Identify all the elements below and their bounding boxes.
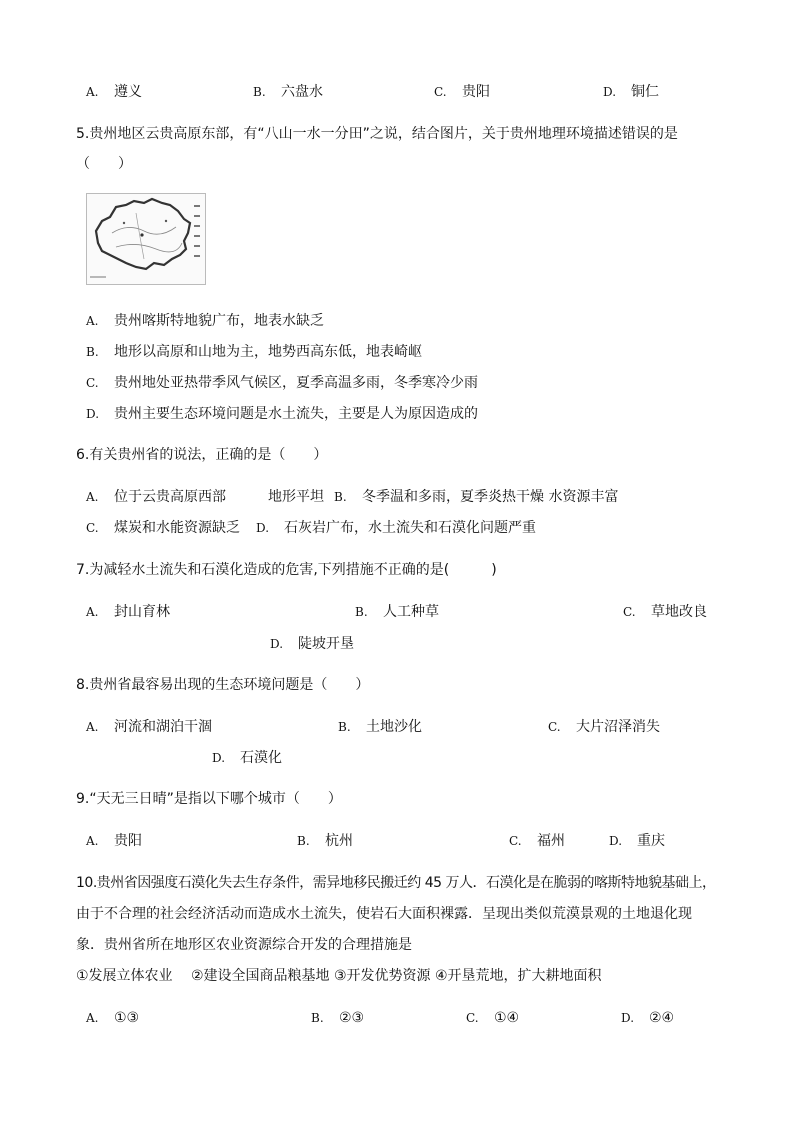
q9-option-b (297, 831, 353, 851)
option-letter: A. (86, 834, 99, 848)
option-letter: C. (623, 605, 636, 619)
option-text: ②③ (339, 1010, 365, 1026)
q5-answer-paren: （ ） (76, 156, 132, 172)
option-text: 贵阳 (114, 833, 142, 849)
option-text: 杭州 (325, 833, 353, 849)
option-letter: C. (466, 1011, 479, 1025)
q10-stem-line-2: 由于不合理的社会经济活动而造成水土流失，使岩石大面积裸露．呈现出类似荒漠景观的土地退化现 (76, 906, 692, 922)
option-letter: D. (621, 1011, 635, 1025)
option-text: 贵州主要生态环境问题是水土流失，主要是人为原因造成的 (114, 406, 478, 422)
q10-option-d (621, 1008, 674, 1028)
option-text: 重庆 (637, 833, 665, 849)
option-letter: B. (311, 1011, 324, 1025)
q10-option-a (86, 1008, 139, 1028)
q5-option-a (86, 311, 324, 331)
option-text: 石灰岩广布，水土流失和石漠化问题严重 (284, 520, 536, 536)
option-letter: B. (253, 85, 266, 99)
option-text: 大片沼泽消失 (576, 719, 660, 735)
option-letter: A. (86, 314, 99, 328)
q6-option-c (86, 518, 240, 538)
option-letter: D. (86, 407, 100, 421)
option-letter: D. (256, 521, 270, 535)
option-letter: B. (86, 345, 99, 359)
option-letter: D. (609, 834, 623, 848)
q4-option-c (434, 82, 490, 102)
q6-option-a (86, 487, 324, 507)
q7-option-c (623, 602, 707, 622)
option-letter: A. (86, 605, 99, 619)
option-text: 陡坡开垦 (298, 636, 354, 652)
option-text: 煤炭和水能资源缺乏 (114, 520, 240, 536)
option-letter: B. (334, 490, 347, 504)
option-text: 贵州喀斯特地貌广布，地表水缺乏 (114, 313, 324, 329)
option-letter: D. (212, 751, 226, 765)
option-text: 草地改良 (651, 604, 707, 620)
q7-option-d (270, 634, 354, 654)
q9-stem: 9.“天无三日晴”是指以下哪个城市（ ） (76, 791, 342, 807)
q5-stem: 5.贵州地区云贵高原东部，有“八山一水一分田”之说，结合图片，关于贵州地理环境描述错误的是 (76, 126, 678, 142)
q10-stem-line-1: 10.贵州省因强度石漠化失去生存条件，需异地移民搬迁约 45 万人．石漠化是在脆弱的喀斯特地貌基础上， (76, 875, 716, 891)
option-text: 冬季温和多雨，夏季炎热干燥 水资源丰富 (362, 489, 619, 505)
q10-option-c (466, 1008, 519, 1028)
option-text: 人工种草 (383, 604, 439, 620)
q4-option-a (86, 82, 142, 102)
option-text: 土地沙化 (366, 719, 422, 735)
q9-option-a (86, 831, 142, 851)
q8-option-b (338, 717, 422, 737)
option-text: 封山育林 (114, 604, 170, 620)
option-letter: A. (86, 85, 99, 99)
q6-option-b (334, 487, 618, 507)
q4-option-b (253, 82, 323, 102)
option-letter: A. (86, 490, 99, 504)
q10-option-b (311, 1008, 364, 1028)
q5-option-b (86, 342, 422, 362)
option-text: ②④ (649, 1010, 675, 1026)
q10-choices: ①发展立体农业 ②建设全国商品粮基地 ③开发优势资源 ④开垦荒地，扩大耕地面积 (76, 968, 602, 984)
q10-stem-line-3: 象．贵州省所在地形区农业资源综合开发的合理措施是 (76, 937, 412, 953)
option-text: ①③ (114, 1010, 140, 1026)
option-text: 遵义 (114, 84, 142, 100)
option-letter: C. (86, 521, 99, 535)
q5-option-d (86, 404, 478, 424)
option-letter: B. (355, 605, 368, 619)
option-letter: B. (338, 720, 351, 734)
option-letter: C. (434, 85, 447, 99)
option-text: 石漠化 (240, 750, 282, 766)
option-text: 贵阳 (462, 84, 490, 100)
option-letter: A. (86, 1011, 99, 1025)
option-letter: C. (86, 376, 99, 390)
option-letter: C. (509, 834, 522, 848)
q6-stem: 6.有关贵州省的说法，正确的是（ ） (76, 447, 328, 463)
option-text: 地形以高原和山地为主，地势西高东低，地表崎岖 (114, 344, 422, 360)
option-text: 福州 (537, 833, 565, 849)
option-letter: D. (270, 637, 284, 651)
option-text: ①④ (494, 1010, 520, 1026)
q8-option-d (212, 748, 282, 768)
q6-option-d (256, 518, 536, 538)
q9-option-c (509, 831, 565, 851)
q7-option-b (355, 602, 439, 622)
option-text: 铜仁 (631, 84, 659, 100)
q4-option-d (603, 82, 659, 102)
option-text: 贵州地处亚热带季风气候区，夏季高温多雨，冬季寒冷少雨 (114, 375, 478, 391)
option-text: 河流和湖泊干涸 (114, 719, 212, 735)
option-text: 位于云贵高原西部 地形平坦 (114, 489, 324, 505)
q8-option-a (86, 717, 212, 737)
q8-option-c (548, 717, 660, 737)
q8-stem: 8.贵州省最容易出现的生态环境问题是（ ） (76, 677, 370, 693)
q7-stem: 7.为减轻水土流失和石漠化造成的危害,下列措施不正确的是( ) (76, 562, 497, 578)
q5-option-c (86, 373, 478, 393)
option-letter: C. (548, 720, 561, 734)
guizhou-map-image (86, 193, 206, 285)
option-letter: D. (603, 85, 617, 99)
option-letter: A. (86, 720, 99, 734)
q7-option-a (86, 602, 170, 622)
option-letter: B. (297, 834, 310, 848)
q9-option-d (609, 831, 665, 851)
option-text: 六盘水 (281, 84, 323, 100)
